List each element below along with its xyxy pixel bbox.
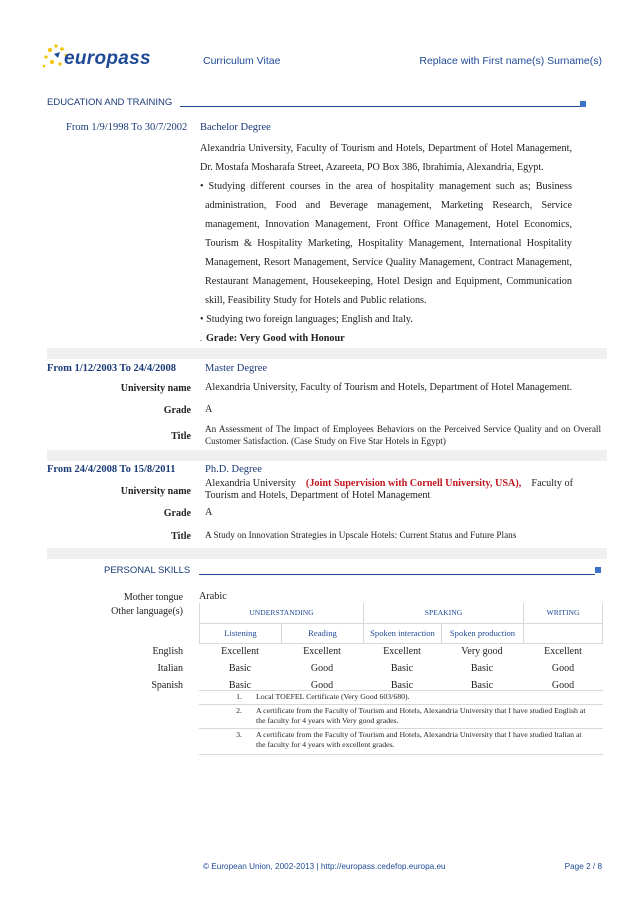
entry3-university-label: University name bbox=[120, 486, 191, 497]
certificate-line: A certificate from the Faculty of Tourism and Hotels, Alexandria University that I have studied English at bbox=[256, 706, 586, 715]
name-placeholder: Replace with First name(s) Surname(s) bbox=[419, 55, 602, 67]
section-marker-icon bbox=[595, 567, 601, 573]
entry3-university-post: Faculty of bbox=[531, 478, 573, 489]
entry3-university-line2: Tourism and Hotels, Department of Hotel Management bbox=[205, 490, 431, 501]
certificate-line: the faculty for 4 years with excellent grades. bbox=[256, 740, 395, 749]
spoken-interaction-header: Spoken interaction bbox=[364, 623, 442, 643]
entry1-line: Dr. Mostafa Mosharafa Street, Azareeta, PO Box 386, Ibrahimia, Alexandria, Egypt. bbox=[200, 162, 544, 173]
mother-tongue: Arabic bbox=[199, 591, 227, 602]
entry1-body bbox=[200, 139, 572, 348]
language-name: Italian bbox=[157, 663, 183, 674]
certificate-number: 3. bbox=[236, 730, 242, 739]
entry1-grade: Grade: Very Good with Honour bbox=[206, 333, 345, 344]
entry3-dates: From 24/4/2008 To 15/8/2011 bbox=[47, 464, 176, 475]
level-cell: Basic bbox=[228, 680, 252, 691]
language-name: Spanish bbox=[151, 680, 183, 691]
grade-marker: . bbox=[200, 334, 202, 343]
education-section-title: EDUCATION AND TRAINING bbox=[47, 97, 173, 108]
entry2-grade: A bbox=[205, 404, 213, 415]
personal-skills-title: PERSONAL SKILLS bbox=[104, 565, 191, 576]
certificate-number: 2. bbox=[236, 706, 242, 715]
level-cell: Very good bbox=[461, 646, 503, 657]
certificate-item bbox=[199, 729, 603, 754]
separator-band bbox=[47, 348, 607, 359]
level-cell: Good bbox=[310, 663, 334, 674]
certificates-block bbox=[199, 690, 603, 755]
entry2-title-line2: Customer Satisfaction. (Case Study on Five Star Hotels in Egypt) bbox=[205, 436, 446, 446]
entry1-bullet-line: • Studying different courses in the area of hospitality management such as; Business bbox=[200, 181, 572, 192]
speaking-header: SPEAKING bbox=[364, 603, 524, 623]
entry1-bullet-line: Tourism & Hospitality Marketing, Hospitality Management, International Hospitality bbox=[205, 238, 572, 249]
entry2-degree: Master Degree bbox=[205, 363, 268, 374]
level-cell: Basic bbox=[470, 663, 494, 674]
language-levels-row bbox=[199, 663, 603, 674]
reading-header: Reading bbox=[282, 623, 364, 643]
entry1-bullet-line: Management, Resort Management, Service Quality Management, Contract Management, bbox=[205, 257, 572, 268]
level-cell: Excellent bbox=[383, 646, 421, 657]
entry3-university-line1 bbox=[205, 478, 573, 490]
entry3-title: A Study on Innovation Strategies in Upscale Hotels: Current Status and Future Plans bbox=[205, 530, 517, 540]
entry3-university bbox=[205, 478, 573, 502]
certificate-text bbox=[256, 730, 582, 750]
entry3-title-label: Title bbox=[171, 531, 191, 542]
writing-header: WRITING bbox=[524, 603, 603, 623]
level-cell: Basic bbox=[228, 663, 252, 674]
entry2-title-line1: An Assessment of The Impact of Employees Behaviors on the Perceived Service Quality and on Overall bbox=[205, 424, 601, 434]
separator-band bbox=[47, 450, 607, 461]
entry3-joint-supervision: (Joint Supervision with Cornell University, USA), bbox=[305, 478, 522, 489]
language-table bbox=[199, 603, 603, 644]
entry1-bullet-line: administration, Food and Beverage management, Marketing Research, Service bbox=[205, 200, 572, 211]
entry1-dates: From 1/9/1998 To 30/7/2002 bbox=[66, 122, 188, 133]
entry2-dates: From 1/12/2003 To 24/4/2008 bbox=[47, 363, 177, 374]
understanding-header: UNDERSTANDING bbox=[200, 603, 364, 623]
certificate-line: A certificate from the Faculty of Tourism and Hotels, Alexandria University that I have studied Italian at bbox=[256, 730, 582, 739]
section-marker-icon bbox=[580, 101, 586, 107]
certificate-text: Local TOEFEL Certificate (Very Good 603/680). bbox=[256, 692, 410, 701]
language-levels-row bbox=[199, 646, 603, 657]
entry1-bullet-line: management, Innovation Management, Front Office Management, Hotel Economics, bbox=[205, 219, 572, 230]
entry3-university-pre: Alexandria University bbox=[205, 478, 296, 489]
section-divider bbox=[199, 574, 595, 575]
footer-page-number: Page 2 / 8 bbox=[564, 862, 602, 871]
level-cell: Basic bbox=[390, 680, 414, 691]
certificate-line: the faculty for 4 years with Very good grades. bbox=[256, 716, 399, 725]
mother-tongue-label: Mother tongue bbox=[123, 592, 183, 603]
entry1-bullet-line: skill, Feasibility Study for Hotels and Public relations. bbox=[205, 295, 427, 306]
level-cell: Good bbox=[310, 680, 334, 691]
entry1-line: Alexandria University, Faculty of Tourism and Hotels, Department of Hotel Management, bbox=[200, 143, 572, 154]
entry1-bullet2: • Studying two foreign languages; English and Italy. bbox=[200, 314, 413, 325]
level-cell: Excellent bbox=[221, 646, 259, 657]
entry1-bullet-line: Restaurant Management, Housekeeping, Hotel Design and Equipment, Communication bbox=[205, 276, 572, 287]
entry3-grade: A bbox=[205, 507, 213, 518]
level-cell: Basic bbox=[390, 663, 414, 674]
entry3-grade-label: Grade bbox=[163, 508, 191, 519]
entry2-grade-label: Grade bbox=[163, 405, 191, 416]
certificate-number: 1. bbox=[236, 692, 242, 701]
level-cell: Basic bbox=[470, 680, 494, 691]
other-languages-label: Other language(s) bbox=[111, 606, 183, 617]
entry3-degree: Ph.D. Degree bbox=[205, 464, 262, 475]
doc-title: Curriculum Vitae bbox=[203, 55, 281, 67]
entry2-university-label: University name bbox=[120, 383, 191, 394]
level-cell: Good bbox=[551, 680, 575, 691]
writing-subheader bbox=[524, 623, 603, 643]
spoken-production-header: Spoken production bbox=[442, 623, 524, 643]
certificate-text bbox=[256, 706, 586, 726]
europass-logo-text: europass bbox=[64, 48, 151, 69]
level-cell: Excellent bbox=[303, 646, 341, 657]
language-name: English bbox=[152, 646, 183, 657]
entry1-degree: Bachelor Degree bbox=[200, 122, 271, 133]
footer-copyright: © European Union, 2002-2013 | http://europass.cedefop.europa.eu bbox=[203, 862, 446, 871]
section-divider bbox=[180, 106, 580, 107]
listening-header: Listening bbox=[200, 623, 282, 643]
separator-band bbox=[47, 548, 607, 559]
certificate-item bbox=[199, 691, 603, 705]
certificate-item bbox=[199, 705, 603, 729]
entry2-title-label: Title bbox=[171, 431, 191, 442]
entry1-grade-row bbox=[200, 329, 572, 348]
level-cell: Excellent bbox=[544, 646, 582, 657]
level-cell: Good bbox=[551, 663, 575, 674]
entry2-university: Alexandria University, Faculty of Tourism and Hotels, Department of Hotel Management. bbox=[205, 382, 573, 393]
